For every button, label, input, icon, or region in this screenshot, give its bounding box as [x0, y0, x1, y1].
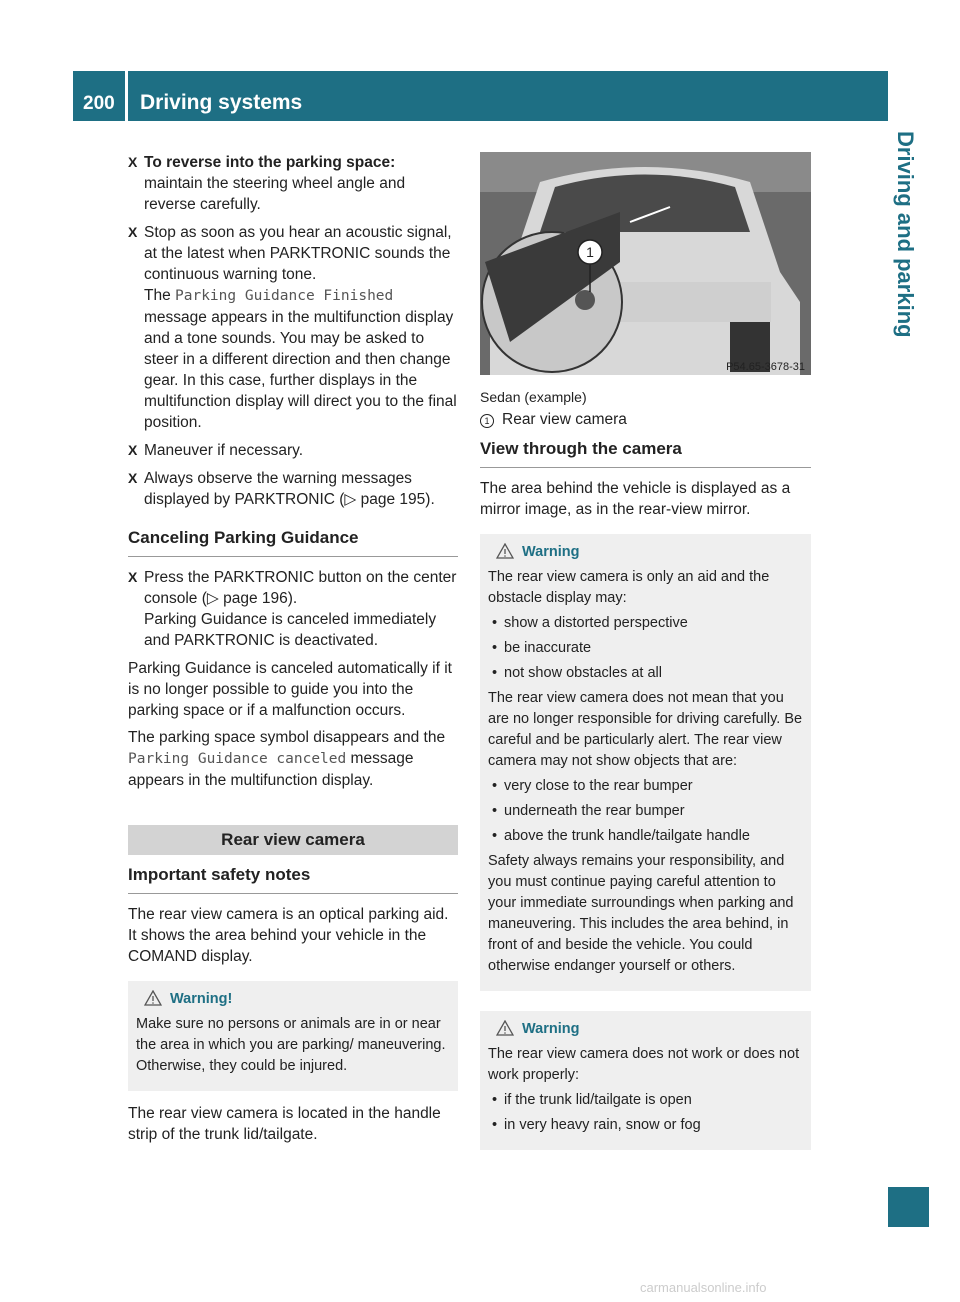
- warning-text: Make sure no persons or animals are in or near the area in which you are parking/ maneuvering. Otherwise, they could be injured.: [136, 1016, 446, 1074]
- callout-number: 1: [586, 244, 594, 260]
- warning-text: The rear view camera is only an aid and the obstacle display may:: [488, 569, 770, 606]
- section-band: Rear view camera: [128, 825, 458, 855]
- step-text: Press the PARKTRONIC button on the center console (▷ page 196).: [144, 569, 457, 607]
- car-illustration: [480, 152, 811, 375]
- legend-text: Rear view camera: [502, 411, 627, 428]
- step-marker-icon: X: [128, 154, 138, 170]
- step-cancel: [128, 567, 458, 651]
- bullet-text: very close to the rear bumper: [504, 778, 693, 794]
- bullet-item: • not show obstacles at all: [492, 665, 662, 681]
- page-title: Driving systems: [140, 91, 303, 114]
- bullet-item: • very close to the rear bumper: [492, 778, 693, 794]
- warning-title-text: Warning: [522, 1021, 580, 1037]
- bullet-text: in very heavy rain, snow or fog: [504, 1117, 701, 1133]
- warning-text: The rear view camera does not work or does not work properly:: [488, 1046, 800, 1083]
- warning-title: [522, 1019, 803, 1040]
- step-bold: To reverse into the parking space:: [144, 154, 396, 171]
- step-marker-icon: X: [128, 470, 138, 486]
- page-number: 200: [83, 93, 115, 114]
- paragraph: The rear view camera is an optical parking aid. It shows the area behind your vehicle in the COMAND display.: [128, 906, 449, 965]
- text: message appears in the multifunction display.: [128, 750, 414, 789]
- warning-title: [170, 989, 450, 1010]
- heading-safety: Important safety notes: [128, 865, 458, 894]
- bullet-text: if the trunk lid/tailgate is open: [504, 1092, 692, 1108]
- bullet-text: be inaccurate: [504, 640, 592, 656]
- header-divider: [125, 71, 128, 121]
- bullet-item: • be inaccurate: [492, 640, 592, 656]
- legend-item: [480, 411, 811, 429]
- paragraph: Parking Guidance is canceled automatically if it is no longer possible to guide you into the parking space or if a malfunction occurs.: [128, 660, 452, 719]
- warning-title-text: Warning: [522, 544, 580, 560]
- warning-text: The rear view camera does not mean that you are no longer responsible for driving carefully. Be careful and be particularly alert. The rear view camera may not show objects that are:: [488, 690, 803, 769]
- warning-text: Safety always remains your responsibility, and you must continue paying careful attention to your immediate surroundings when parking and maneuvering. This includes the area behind, in front of and beside the vehicle. You could otherwise endanger yourself or others.: [488, 853, 794, 974]
- heading-cancel: Canceling Parking Guidance: [128, 528, 458, 557]
- warning-box: [480, 534, 811, 991]
- step-stop: [128, 222, 458, 433]
- warning-title-text: Warning!: [170, 991, 233, 1007]
- side-tab-marker: [888, 1187, 929, 1227]
- bullet-item: • underneath the rear bumper: [492, 803, 685, 819]
- step-text: Parking Guidance is canceled immediately and PARKTRONIC is deactivated.: [144, 611, 437, 649]
- right-column: [480, 152, 811, 1162]
- bullet-text: above the trunk handle/tailgate handle: [504, 828, 750, 844]
- step-reverse: [128, 152, 458, 215]
- bullet-item: • in very heavy rain, snow or fog: [492, 1117, 701, 1133]
- step-marker-icon: X: [128, 442, 138, 458]
- heading-view: View through the camera: [480, 439, 811, 468]
- step-text: Always observe the warning messages displayed by PARKTRONIC (▷ page 195).: [144, 470, 435, 508]
- bullet-text: not show obstacles at all: [504, 665, 662, 681]
- step-marker-icon: X: [128, 224, 138, 240]
- warning-triangle-icon: [496, 1020, 514, 1043]
- warning-triangle-icon: [144, 990, 162, 1013]
- bullet-item: • if the trunk lid/tailgate is open: [492, 1092, 692, 1108]
- text: The parking space symbol disappears and the: [128, 729, 446, 746]
- step-text: Stop as soon as you hear an acoustic signal, at the latest when PARKTRONIC sounds the continuous warning tone.: [144, 224, 452, 283]
- step-maneuver: [128, 440, 458, 461]
- warning-box: [480, 1011, 811, 1150]
- bullet-text: underneath the rear bumper: [504, 803, 685, 819]
- step-text: message appears in the multifunction display and a tone sounds. You may be asked to steer in a different direction and then change gear. In this case, further displays in the multifunction display will direct you to the final position.: [144, 309, 457, 431]
- bullet-item: • show a distorted perspective: [492, 615, 688, 631]
- paragraph: [128, 727, 458, 791]
- display-message: Parking Guidance canceled: [128, 751, 347, 767]
- step-text: The: [144, 287, 176, 304]
- rear-camera-photo: [480, 152, 811, 375]
- display-message: Parking Guidance Finished: [175, 288, 394, 304]
- warning-triangle-icon: [496, 543, 514, 566]
- watermark: carmanualsonline.info: [640, 1280, 767, 1295]
- bullet-item: • above the trunk handle/tailgate handle: [492, 828, 750, 844]
- left-column: [128, 152, 458, 1151]
- step-marker-icon: X: [128, 569, 138, 585]
- legend-number: 1: [480, 414, 494, 428]
- photo-code: P54.65-3678-31: [726, 361, 805, 373]
- photo-caption: Sedan (example): [480, 389, 587, 405]
- paragraph: The rear view camera is located in the handle strip of the trunk lid/tailgate.: [128, 1105, 441, 1143]
- step-text: maintain the steering wheel angle and reverse carefully.: [144, 175, 406, 213]
- bullet-text: show a distorted perspective: [504, 615, 688, 631]
- step-observe: [128, 468, 458, 510]
- step-text: Maneuver if necessary.: [144, 442, 304, 459]
- warning-title: [522, 542, 803, 563]
- warning-box: [128, 981, 458, 1091]
- side-tab-label: Driving and parking: [893, 131, 918, 338]
- paragraph: The area behind the vehicle is displayed as a mirror image, as in the rear-view mirror.: [480, 480, 791, 518]
